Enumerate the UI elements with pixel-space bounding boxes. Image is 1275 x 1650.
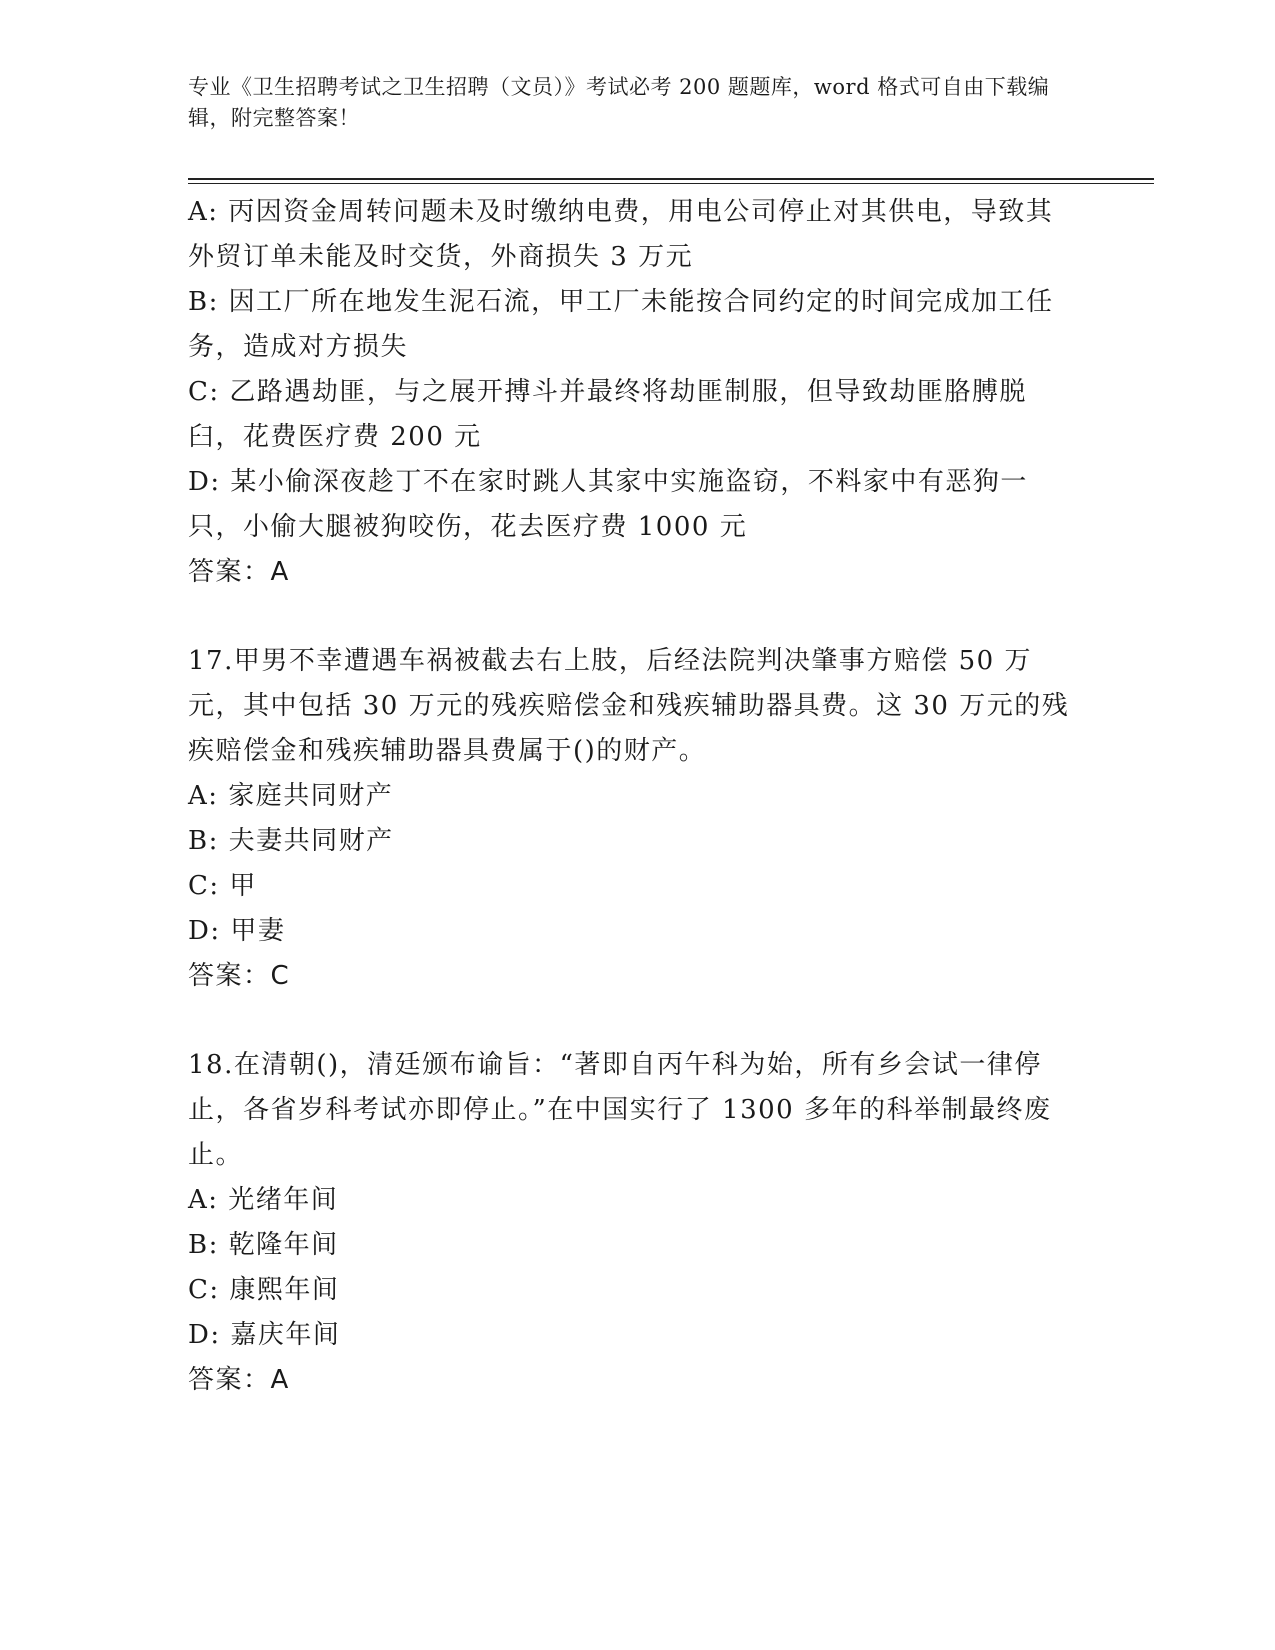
spacer xyxy=(188,595,1078,639)
question-stem: 17.甲男不幸遭遇车祸被截去右上肢，后经法院判决肇事方赔偿 50 万元，其中包括 30 万元的残疾赔偿金和残疾辅助器具费。这 30 万元的残疾赔偿金和残疾辅助器具费属于()的财产。 xyxy=(188,646,1070,766)
option-b: B: 乾隆年间 xyxy=(188,1230,339,1260)
option-c: C: 甲 xyxy=(188,871,257,901)
option-c: C: 乙路遇劫匪，与之展开搏斗并最终将劫匪制服，但导致劫匪胳膊脱臼，花费医疗费 200 元 xyxy=(188,377,1027,452)
option-d: D: 甲妻 xyxy=(188,916,286,946)
question-block-17 xyxy=(188,639,1078,999)
option-c: C: 康熙年间 xyxy=(188,1275,340,1305)
option-b: B: 夫妻共同财产 xyxy=(188,826,394,856)
question-content xyxy=(188,190,1078,1403)
option-a: A: 光绪年间 xyxy=(188,1185,339,1215)
spacer xyxy=(188,999,1078,1043)
question-stem: 18.在清朝()，清廷颁布谕旨：“著即自丙午科为始，所有乡会试一律停止，各省岁科考试亦即停止。”在中国实行了 1300 多年的科举制最终废止。 xyxy=(188,1050,1052,1170)
answer-line: 答案：A xyxy=(188,557,290,587)
header-divider-thin xyxy=(188,183,1154,184)
option-a: A: 家庭共同财产 xyxy=(188,781,394,811)
question-block-16 xyxy=(188,190,1078,595)
answer-line: 答案：C xyxy=(188,961,291,991)
document-header: 专业《卫生招聘考试之卫生招聘（文员）》考试必考 200 题题库，word 格式可自由下载编辑，附完整答案！ xyxy=(188,75,1050,130)
option-d: D: 嘉庆年间 xyxy=(188,1320,341,1350)
option-a: A: 丙因资金周转问题未及时缴纳电费，用电公司停止对其供电，导致其外贸订单未能及时交货，外商损失 3 万元 xyxy=(188,197,1054,272)
question-block-18 xyxy=(188,1043,1078,1403)
header-divider-thick xyxy=(188,178,1154,180)
option-d: D: 某小偷深夜趁丁不在家时跳人其家中实施盗窃，不料家中有恶狗一只，小偷大腿被狗咬伤，花去医疗费 1000 元 xyxy=(188,467,1028,542)
answer-line: 答案：A xyxy=(188,1365,290,1395)
option-b: B: 因工厂所在地发生泥石流，甲工厂未能按合同约定的时间完成加工任务，造成对方损失 xyxy=(188,287,1054,362)
